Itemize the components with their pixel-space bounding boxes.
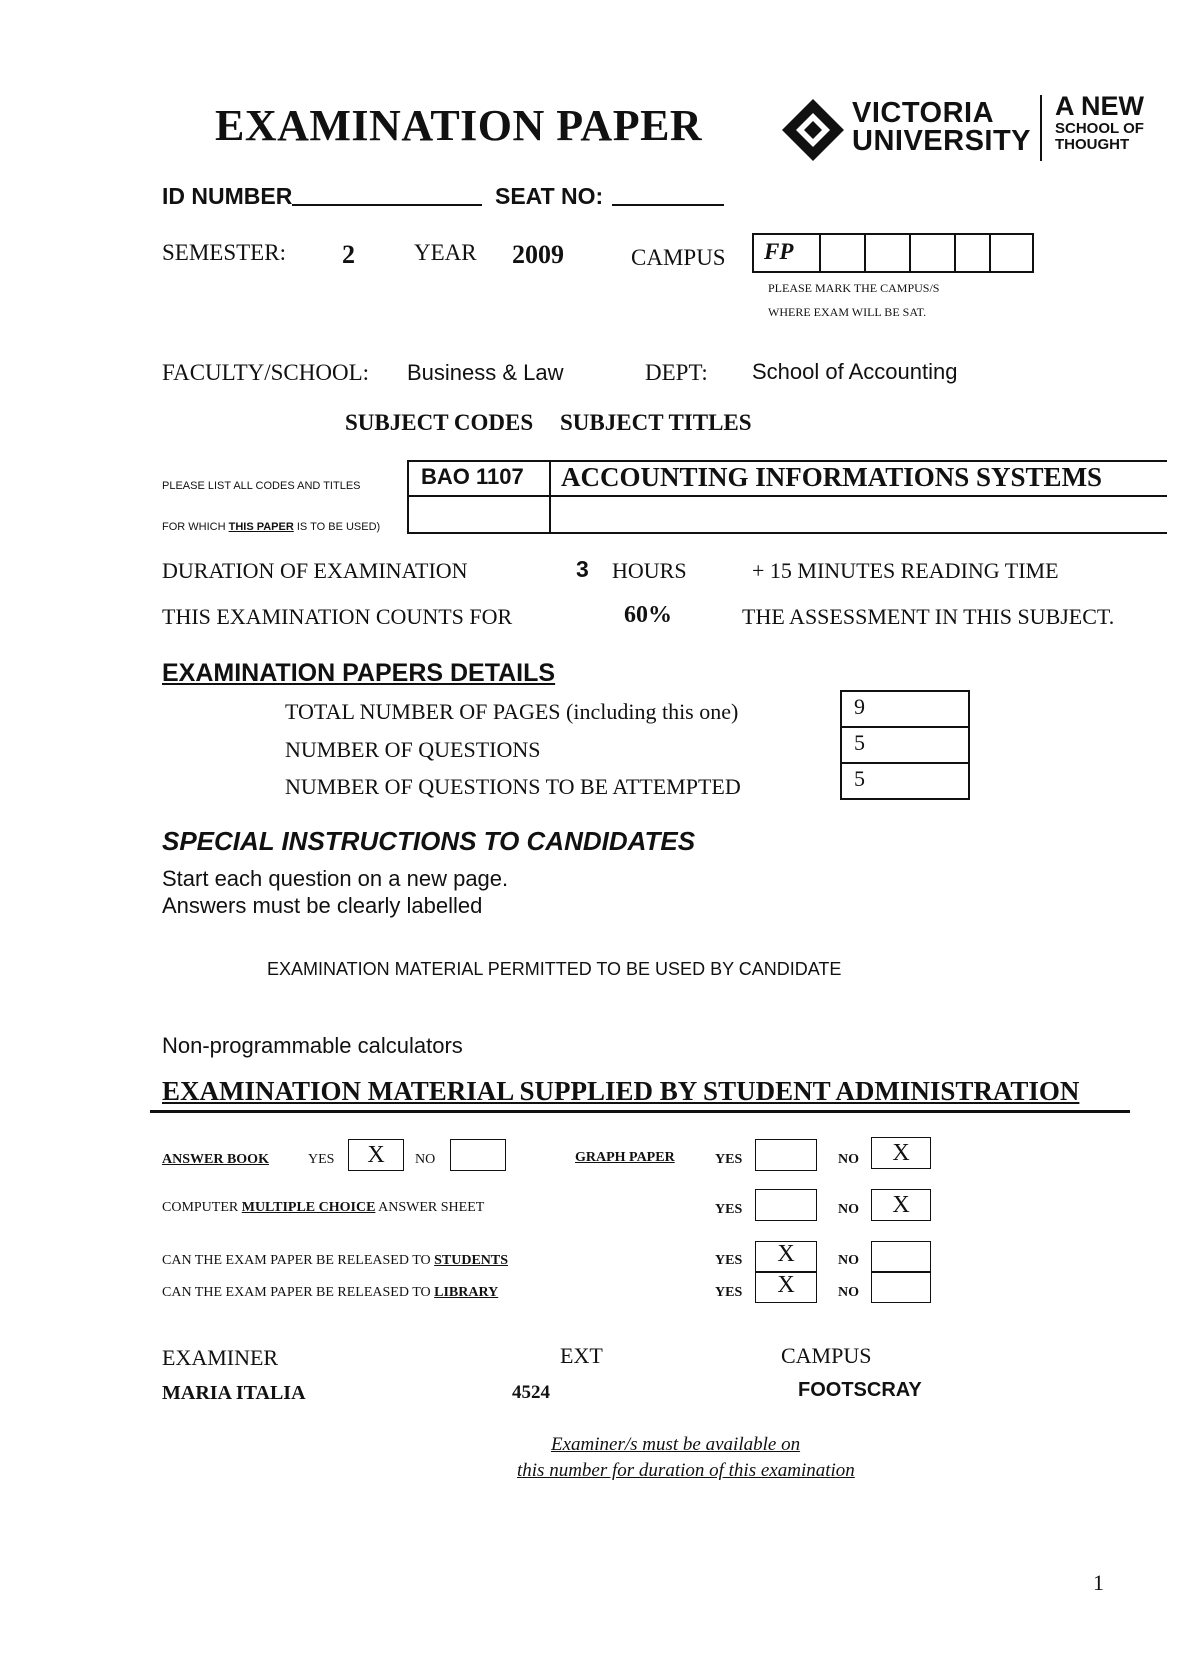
attempt-value[interactable]: 5 — [854, 766, 865, 791]
subject-titles-heading: SUBJECT TITLES — [560, 410, 752, 435]
release-students-no-label: NO — [838, 1253, 859, 1268]
release-library-no-label: NO — [838, 1285, 859, 1300]
release-library-a: CAN THE EXAM PAPER BE RELEASED TO — [162, 1285, 435, 1300]
answer-book-no-box[interactable] — [450, 1139, 506, 1171]
dept-value: School of Accounting — [752, 359, 958, 384]
duration-label: DURATION OF EXAMINATION — [162, 558, 468, 583]
footnote-line-1: Examiner/s must be available on — [551, 1434, 801, 1455]
campus2-label: CAMPUS — [781, 1343, 872, 1368]
examiner-name: MARIA ITALIA — [162, 1382, 306, 1404]
pages-value[interactable]: 9 — [854, 694, 865, 719]
list-note-2b: THIS PAPER — [228, 521, 294, 533]
logo-tagline-1: A NEW — [1055, 91, 1144, 121]
id-number-field[interactable] — [292, 204, 482, 206]
pages-label: TOTAL NUMBER OF PAGES (including this one) — [285, 699, 739, 724]
attempt-label: NUMBER OF QUESTIONS TO BE ATTEMPTED — [285, 774, 741, 799]
release-library-yes-box[interactable]: X — [755, 1272, 817, 1303]
logo-tagline-2: SCHOOL OF — [1055, 120, 1144, 137]
answer-book-label: ANSWER BOOK — [162, 1152, 269, 1167]
release-library-no-box[interactable] — [871, 1272, 931, 1303]
release-students-yes-box[interactable]: X — [755, 1241, 817, 1272]
seat-no-field[interactable] — [612, 204, 724, 206]
mc-label-a: COMPUTER — [162, 1200, 242, 1215]
mc-yes-label: YES — [715, 1202, 743, 1217]
seat-no-label: SEAT NO: — [495, 183, 604, 209]
release-students-label — [162, 1253, 508, 1269]
graph-paper-yes-box[interactable] — [755, 1139, 817, 1171]
mc-label-b: MULTIPLE CHOICE — [241, 1200, 376, 1215]
supplied-rule — [150, 1110, 1130, 1113]
graph-paper-no-box[interactable]: X — [871, 1137, 931, 1169]
faculty-value: Business & Law — [407, 360, 564, 385]
duration-value: 3 — [576, 556, 589, 582]
list-note-2a: FOR WHICH — [162, 521, 229, 533]
diamond-logo-icon — [780, 97, 846, 163]
semester-value: 2 — [342, 240, 355, 269]
footnote-line-2: this number for duration of this examination — [517, 1460, 855, 1481]
instruction-1: Start each question on a new page. — [162, 866, 509, 891]
faculty-label: FACULTY/SCHOOL: — [162, 360, 370, 385]
logo-name-line2: UNIVERSITY — [852, 125, 1032, 157]
counts-label: THIS EXAMINATION COUNTS FOR — [162, 604, 513, 629]
page-number: 1 — [1093, 1570, 1104, 1595]
answer-book-no-label: NO — [415, 1152, 436, 1167]
questions-label: NUMBER OF QUESTIONS — [285, 737, 541, 762]
release-library-yes-label: YES — [715, 1285, 743, 1300]
counts-value: 60% — [624, 602, 672, 628]
campus-note-1: PLEASE MARK THE CAMPUS/S — [768, 281, 940, 295]
mc-no-box[interactable]: X — [871, 1189, 931, 1221]
details-table — [840, 690, 970, 800]
year-value: 2009 — [512, 240, 564, 269]
logo-tagline-3: THOUGHT — [1055, 136, 1130, 153]
graph-paper-no-label: NO — [838, 1152, 859, 1167]
release-students-a: CAN THE EXAM PAPER BE RELEASED TO — [162, 1253, 435, 1268]
mc-label-c: ANSWER SHEET — [375, 1200, 485, 1215]
list-note-2 — [162, 521, 380, 533]
logo-name-line1: VICTORIA — [852, 97, 995, 129]
subject-title-cell[interactable]: ACCOUNTING INFORMATIONS SYSTEMS — [561, 462, 1103, 492]
mc-no-label: NO — [838, 1202, 859, 1217]
logo-divider — [1040, 95, 1042, 161]
release-library-label — [162, 1285, 498, 1301]
answer-book-yes-label: YES — [308, 1152, 335, 1167]
ext-value: 4524 — [512, 1382, 550, 1403]
id-number-label: ID NUMBER — [162, 183, 293, 209]
duration-unit: HOURS — [612, 558, 687, 583]
graph-paper-label: GRAPH PAPER — [575, 1150, 675, 1165]
campus-box-fp[interactable]: FP — [764, 239, 794, 264]
graph-paper-yes-label: YES — [715, 1152, 743, 1167]
campus-note-2: WHERE EXAM WILL BE SAT. — [768, 305, 927, 319]
mc-yes-box[interactable] — [755, 1189, 817, 1221]
permitted-value: Non-programmable calculators — [162, 1033, 463, 1058]
supplied-heading: EXAMINATION MATERIAL SUPPLIED BY STUDENT ADMINISTRATION — [162, 1076, 1080, 1106]
answer-book-yes-box[interactable]: X — [348, 1139, 404, 1171]
release-students-yes-label: YES — [715, 1253, 743, 1268]
mc-label — [162, 1200, 484, 1216]
semester-label: SEMESTER: — [162, 240, 286, 265]
subject-codes-heading: SUBJECT CODES — [345, 410, 534, 435]
instruction-2: Answers must be clearly labelled — [162, 893, 483, 918]
reading-time: + 15 MINUTES READING TIME — [752, 558, 1059, 583]
special-heading: SPECIAL INSTRUCTIONS TO CANDIDATES — [162, 826, 696, 856]
dept-label: DEPT: — [645, 360, 708, 385]
page-title: EXAMINATION PAPER — [215, 101, 703, 150]
release-students-no-box[interactable] — [871, 1241, 931, 1272]
university-logo — [780, 91, 1150, 165]
questions-value[interactable]: 5 — [854, 730, 865, 755]
year-label: YEAR — [414, 240, 477, 265]
release-students-b: STUDENTS — [434, 1253, 509, 1268]
ext-label: EXT — [560, 1343, 603, 1368]
release-library-b: LIBRARY — [434, 1285, 499, 1300]
permitted-heading: EXAMINATION MATERIAL PERMITTED TO BE USED BY CANDIDATE — [267, 959, 842, 979]
subject-table — [407, 460, 1167, 534]
list-note-1: PLEASE LIST ALL CODES AND TITLES — [162, 480, 361, 492]
details-heading: EXAMINATION PAPERS DETAILS — [162, 659, 556, 687]
campus-label: CAMPUS — [631, 245, 726, 270]
subject-code-cell[interactable]: BAO 1107 — [421, 464, 524, 489]
campus-boxes — [752, 233, 1034, 273]
counts-suffix: THE ASSESSMENT IN THIS SUBJECT. — [742, 604, 1115, 629]
list-note-2c: IS TO BE USED) — [293, 521, 381, 533]
campus2-value: FOOTSCRAY — [798, 1379, 922, 1401]
examiner-label: EXAMINER — [162, 1345, 279, 1370]
